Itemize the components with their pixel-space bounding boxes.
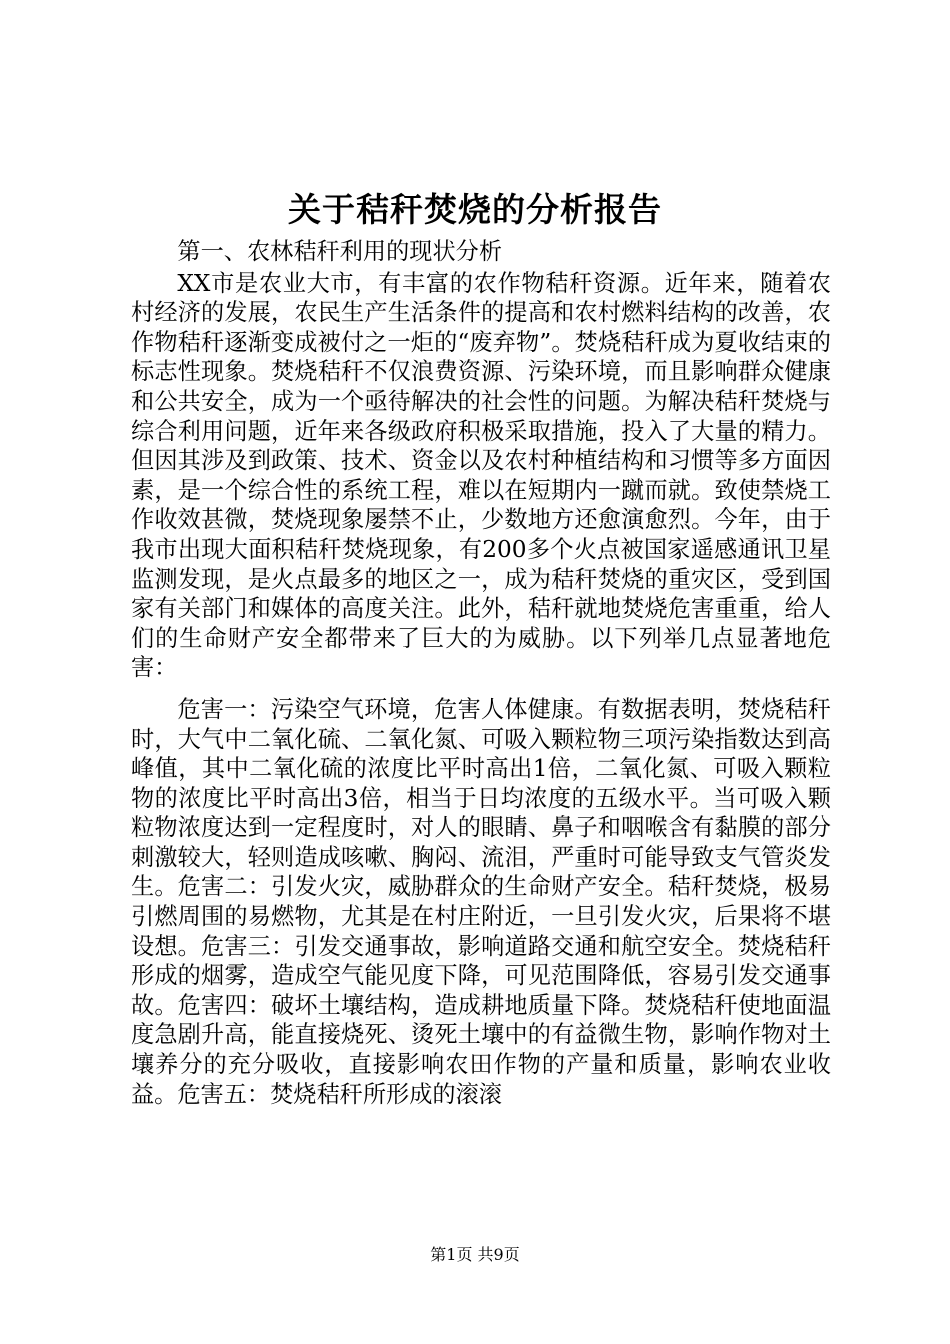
- page-footer: [0, 1244, 950, 1266]
- paragraph-1: XX市是农业大市，有丰富的农作物秸秆资源。近年来，随着农村经济的发展，农民生产生活条件的提高和农村燃料结构的改善，农作物秸秆逐渐变成被付之一炬的“废弃物”。焚烧秸秆成为夏收结束的标志性现象。焚烧秸秆不仅浪费资源、污染环境，而且影响群众健康和公共安全，成为一个亟待解决的社会性的问题。为解决秸秆焚烧与综合利用问题，近年来各级政府积极采取措施，投入了大量的精力。但因其涉及到政策、技术、资金以及农村种植结构和习惯等多方面因素，是一个综合性的系统工程，难以在短期内一蹴而就。致使禁烧工作收效甚微，焚烧现象屡禁不止，少数地方还愈演愈烈。今年，由于我市出现大面积秸秆焚烧现象，有200多个火点被国家遥感通讯卫星监测发现，是火点最多的地区之一，成为秸秆焚烧的重灾区，受到国家有关部门和媒体的高度关注。此外，秸秆就地焚烧危害重重，给人们的生命财产安全都带来了巨大的为威胁。以下列举几点显著地危害：: [131, 269, 831, 682]
- document-title: 关于秸秆焚烧的分析报告: [288, 190, 662, 229]
- paragraph-2: 危害一：污染空气环境，危害人体健康。有数据表明，焚烧秸秆时，大气中二氧化硫、二氧化氮、可吸入颗粒物三项污染指数达到高峰值，其中二氧化硫的浓度比平时高出1倍，二氧化氮、可吸入颗粒物的浓度比平时高出3倍，相当于日均浓度的五级水平。当可吸入颗粒物浓度达到一定程度时，对人的眼睛、鼻子和咽喉含有黏膜的部分刺激较大，轻则造成咳嗽、胸闷、流泪，严重时可能导致支气管炎发生。危害二：引发火灾，威胁群众的生命财产安全。秸秆焚烧，极易引燃周围的易燃物，尤其是在村庄附近，一旦引发火灾，后果将不堪设想。危害三：引发交通事故，影响道路交通和航空安全。焚烧秸秆形成的烟雾，造成空气能见度下降，可见范围降低，容易引发交通事故。危害四：破坏土壤结构，造成耕地质量下降。焚烧秸秆使地面温度急剧升高，能直接烧死、烫死土壤中的有益微生物，影响作物对土壤养分的充分吸收，直接影响农田作物的产量和质量，影响农业收益。危害五：焚烧秸秆所形成的滚滚: [131, 695, 831, 1108]
- section-heading: 第一、农林秸秆利用的现状分析: [177, 238, 503, 265]
- page-indicator: 第1页 共9页: [430, 1245, 520, 1264]
- document-body: [131, 237, 831, 1109]
